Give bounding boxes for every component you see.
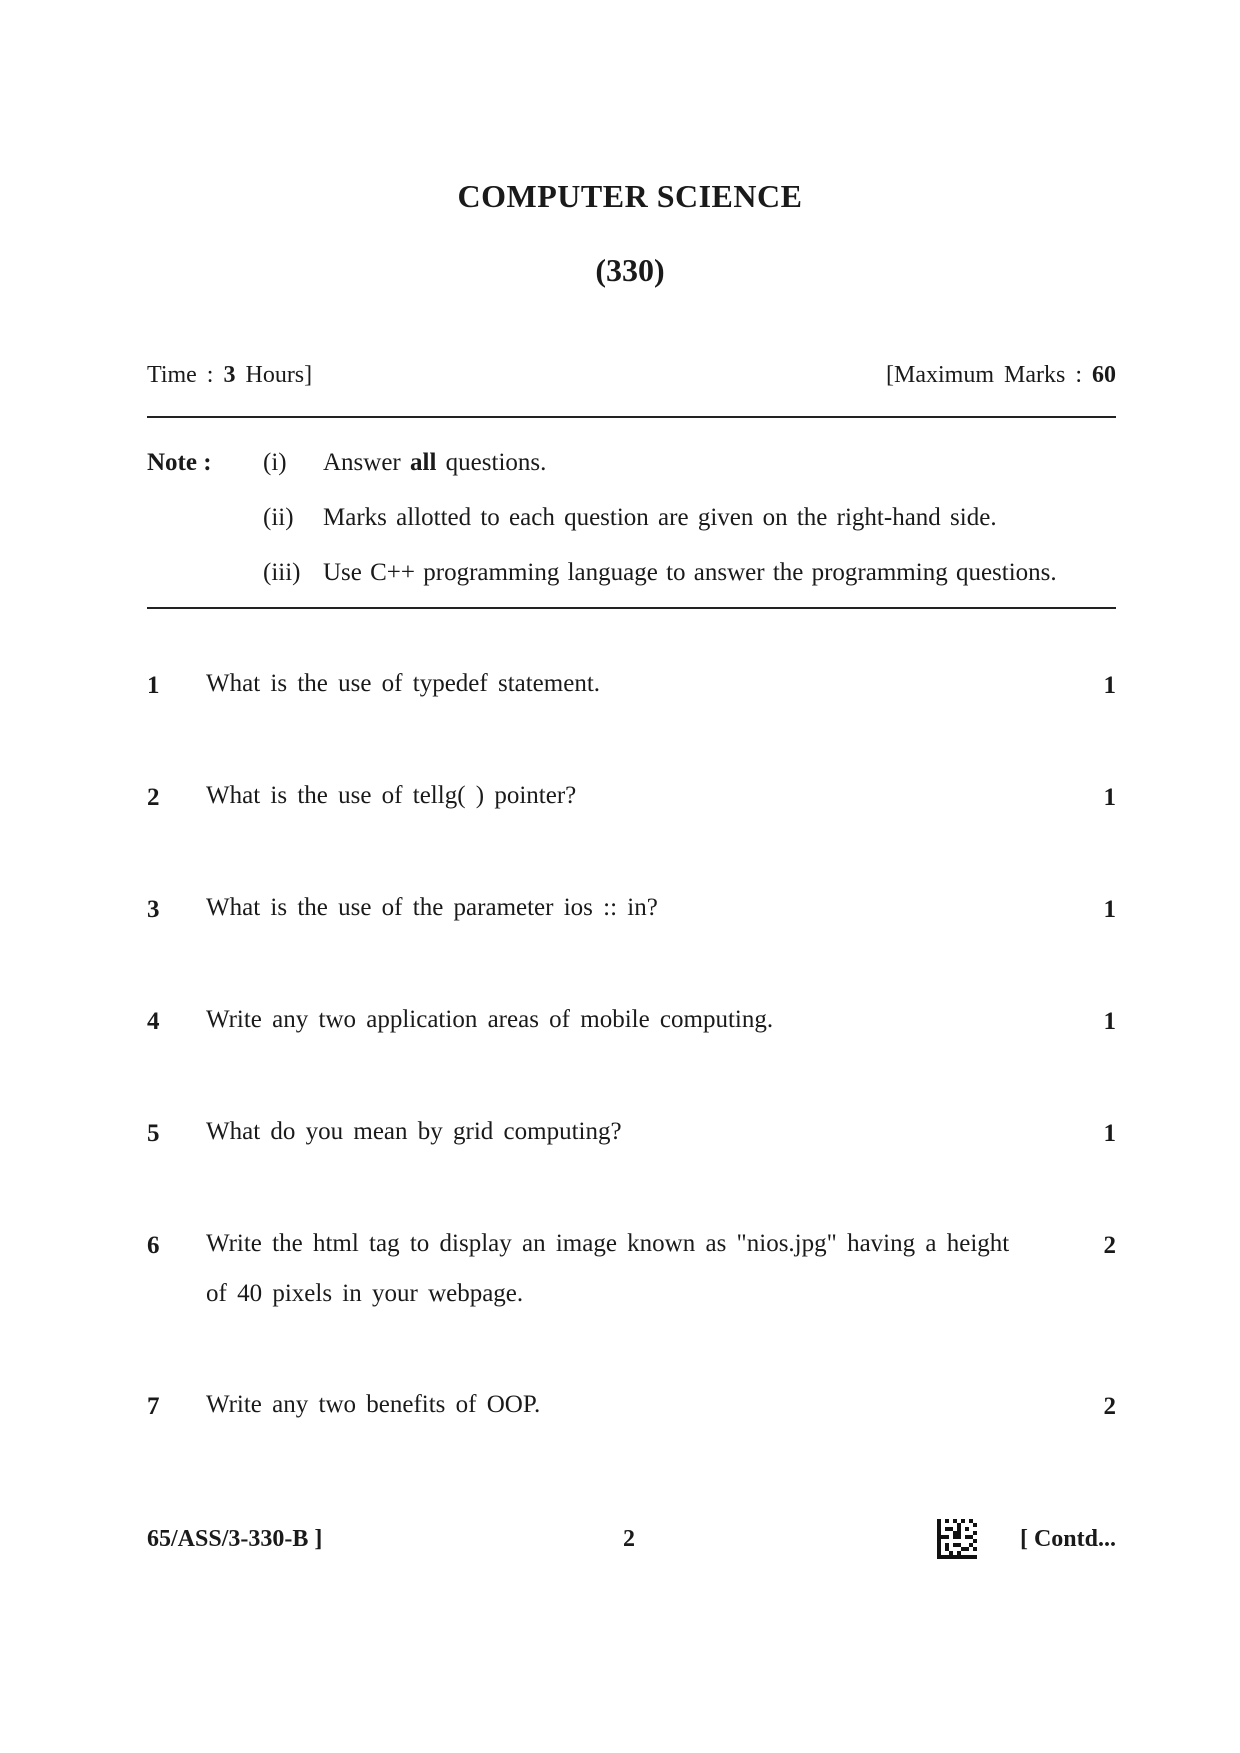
question-marks: 1 [1103, 896, 1116, 923]
note-divider [147, 607, 1116, 609]
question-number: 5 [147, 1120, 160, 1147]
paper-code: 65/ASS/3-330-B ] [147, 1526, 323, 1552]
note-label: Note : [147, 449, 212, 476]
question-text: What is the use of the parameter ios :: in? [206, 894, 658, 921]
marks-value: 60 [1092, 362, 1116, 388]
question-number: 6 [147, 1232, 160, 1259]
question-text: What do you mean by grid computing? [206, 1118, 622, 1145]
question-marks: 1 [1103, 672, 1116, 699]
note-item-number: (i) [263, 449, 287, 476]
question-text: What is the use of typedef statement. [206, 670, 601, 697]
note-text-part: Answer [323, 449, 411, 476]
marks-label: [Maximum Marks : [886, 362, 1092, 388]
question-number: 1 [147, 672, 160, 699]
subject-code: (330) [595, 252, 665, 288]
time-allowed [147, 362, 312, 389]
question-number: 7 [147, 1393, 160, 1420]
maximum-marks [886, 362, 1116, 389]
paper-subject-title: COMPUTER SCIENCE [457, 178, 803, 214]
question-marks: 1 [1103, 784, 1116, 811]
note-item-text: Marks allotted to each question are given on the right-hand side. [323, 504, 997, 531]
question-number: 2 [147, 784, 160, 811]
page-number: 2 [623, 1526, 635, 1552]
question-text: Write any two benefits of OOP. [206, 1391, 541, 1418]
note-item-text [323, 449, 546, 477]
question-marks: 2 [1103, 1393, 1116, 1420]
time-label: Time : [147, 362, 224, 388]
time-value: 3 [223, 362, 236, 388]
question-marks: 1 [1103, 1008, 1116, 1035]
continued-label: [ Contd... [1019, 1526, 1116, 1552]
question-marks: 2 [1103, 1232, 1116, 1259]
note-text-part: questions. [436, 449, 547, 476]
note-emphasis: all [410, 449, 437, 476]
note-item-number: (ii) [263, 504, 294, 531]
qr-code-icon [937, 1519, 977, 1559]
question-number: 3 [147, 896, 160, 923]
header-divider [147, 416, 1116, 418]
question-text: What is the use of tellg( ) pointer? [206, 782, 577, 809]
time-unit: Hours] [235, 362, 313, 388]
question-marks: 1 [1103, 1120, 1116, 1147]
question-number: 4 [147, 1008, 160, 1035]
note-item-number: (iii) [263, 559, 301, 586]
question-text: Write the html tag to display an image known as "nios.jpg" having a height of 40 pixels in your webpage. [206, 1230, 1010, 1307]
question-text: Write any two application areas of mobile computing. [206, 1006, 774, 1033]
note-item-text: Use C++ programming language to answer the programming questions. [323, 559, 1057, 586]
